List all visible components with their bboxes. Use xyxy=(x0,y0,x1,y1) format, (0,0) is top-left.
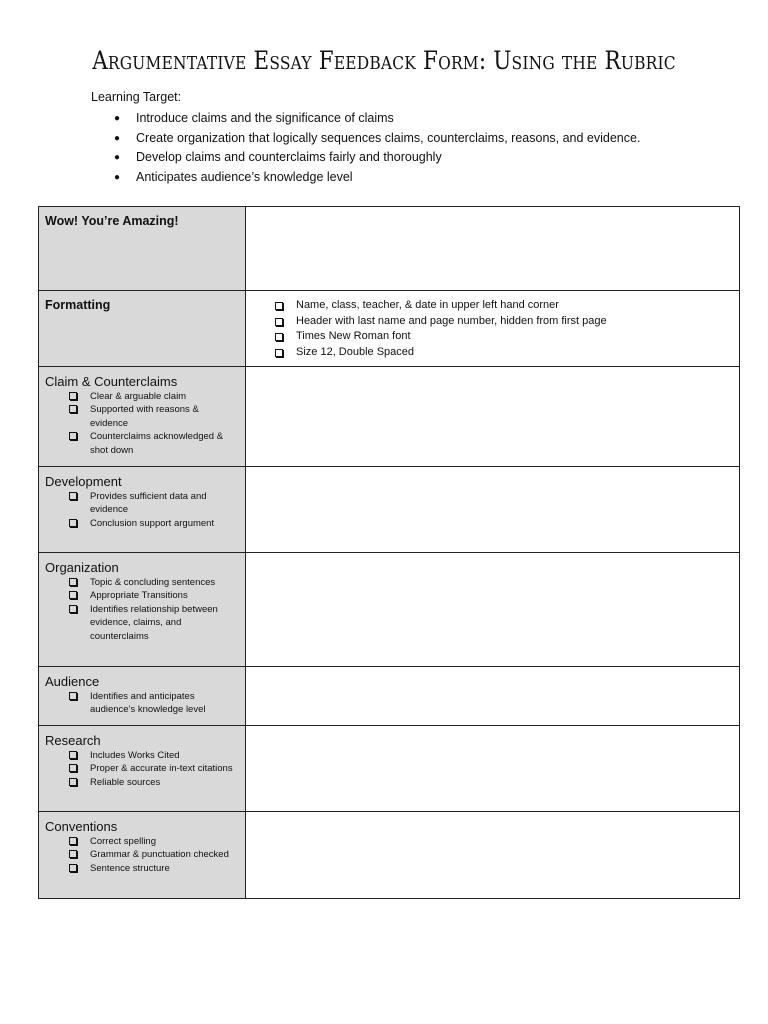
formatting-checklist xyxy=(246,298,739,360)
feedback-cell[interactable] xyxy=(246,812,740,899)
criteria-list xyxy=(45,390,239,457)
learning-target-label: Learning Target: xyxy=(91,90,182,104)
checkbox-icon[interactable] xyxy=(69,605,77,613)
category-title: Development xyxy=(45,474,122,489)
criterion-item[interactable]: Topic & concluding sentences xyxy=(45,576,239,589)
criteria-list xyxy=(45,749,239,789)
bullet-icon: ● xyxy=(114,113,121,124)
criterion-item[interactable]: Identifies relationship between evidence, claims, and counterclaims xyxy=(45,603,239,643)
category-title: Formatting xyxy=(45,298,111,312)
learning-target-item: ● Create organization that logically sequences claims, counterclaims, reasons, and evidence. xyxy=(110,129,640,149)
criteria-list xyxy=(45,835,239,875)
row-label xyxy=(39,467,246,553)
feedback-cell[interactable] xyxy=(246,291,740,367)
row-label xyxy=(39,207,246,291)
bullet-icon: ● xyxy=(114,152,121,164)
feedback-cell[interactable] xyxy=(246,367,740,467)
checklist-item[interactable]: Header with last name and page number, hidden from first page xyxy=(246,314,739,330)
feedback-cell[interactable] xyxy=(246,467,740,553)
checkbox-icon[interactable] xyxy=(69,432,77,440)
criterion-item[interactable]: Includes Works Cited xyxy=(45,749,239,762)
criteria-list xyxy=(45,576,239,643)
rubric-table xyxy=(38,206,740,899)
checkbox-icon[interactable] xyxy=(69,764,77,772)
row-label xyxy=(39,367,246,467)
criterion-item[interactable]: Conclusion support argument xyxy=(45,517,239,530)
checkbox-icon[interactable] xyxy=(69,850,77,858)
checkbox-icon[interactable] xyxy=(69,778,77,786)
bullet-icon: ● xyxy=(114,172,121,184)
category-title: Wow! You’re Amazing! xyxy=(45,214,179,228)
row-label xyxy=(39,667,246,726)
checkbox-icon[interactable] xyxy=(275,318,283,326)
category-title: Research xyxy=(45,733,101,748)
checkbox-icon[interactable] xyxy=(69,837,77,845)
bullet-icon: ● xyxy=(114,132,121,144)
checkbox-icon[interactable] xyxy=(69,578,77,586)
learning-target-item: ● Develop claims and counterclaims fairly and thoroughly xyxy=(110,148,640,168)
category-title: Organization xyxy=(45,560,119,575)
checkbox-icon[interactable] xyxy=(275,349,283,357)
feedback-cell[interactable] xyxy=(246,667,740,726)
learning-target-item: ● Introduce claims and the significance of claims xyxy=(110,109,640,129)
rubric-row-wow xyxy=(39,207,740,291)
row-label xyxy=(39,291,246,367)
checkbox-icon[interactable] xyxy=(69,405,77,413)
learning-target-list xyxy=(110,109,640,188)
category-title: Audience xyxy=(45,674,100,689)
rubric-row-research xyxy=(39,726,740,812)
rubric-row-development xyxy=(39,467,740,553)
criterion-item[interactable]: Supported with reasons & evidence xyxy=(45,403,239,430)
criterion-item[interactable]: Clear & arguable claim xyxy=(45,390,239,403)
checkbox-icon[interactable] xyxy=(69,519,77,527)
criterion-item[interactable]: Grammar & punctuation checked xyxy=(45,848,239,861)
row-label xyxy=(39,726,246,812)
criteria-list xyxy=(45,490,239,530)
criteria-list xyxy=(45,690,239,717)
checkbox-icon[interactable] xyxy=(69,751,77,759)
rubric-row-organization xyxy=(39,553,740,667)
checkbox-icon[interactable] xyxy=(69,864,77,872)
rubric-row-conventions xyxy=(39,812,740,899)
checkbox-icon[interactable] xyxy=(69,692,77,700)
criterion-item[interactable]: Counterclaims acknowledged & shot down xyxy=(45,430,239,457)
checklist-item[interactable]: Size 12, Double Spaced xyxy=(246,345,739,361)
checkbox-icon[interactable] xyxy=(69,492,77,500)
checklist-item[interactable]: Times New Roman font xyxy=(246,329,739,345)
checkbox-icon[interactable] xyxy=(275,333,283,341)
rubric-row-audience xyxy=(39,667,740,726)
criterion-item[interactable]: Sentence structure xyxy=(45,862,239,875)
checkbox-icon[interactable] xyxy=(69,392,77,400)
category-title: Claim & Counterclaims xyxy=(45,374,178,389)
rubric-row-formatting xyxy=(39,291,740,367)
checklist-item[interactable]: Name, class, teacher, & date in upper left hand corner xyxy=(246,298,739,314)
criterion-item[interactable]: Correct spelling xyxy=(45,835,239,848)
criterion-item[interactable]: Identifies and anticipates audience’s knowledge level xyxy=(45,690,239,717)
criterion-item[interactable]: Proper & accurate in-text citations xyxy=(45,762,239,775)
row-label xyxy=(39,553,246,667)
criterion-item[interactable]: Provides sufficient data and evidence xyxy=(45,490,239,517)
criterion-item[interactable]: Appropriate Transitions xyxy=(45,589,239,602)
row-label xyxy=(39,812,246,899)
page-title: Argumentative Essay Feedback Form: Using the Rubric xyxy=(92,46,676,75)
checkbox-icon[interactable] xyxy=(69,591,77,599)
criterion-item[interactable]: Reliable sources xyxy=(45,776,239,789)
category-title: Conventions xyxy=(45,819,118,834)
learning-target-item: ● Anticipates audience’s knowledge level xyxy=(110,168,640,188)
feedback-cell[interactable] xyxy=(246,553,740,667)
feedback-cell[interactable] xyxy=(246,726,740,812)
rubric-row-claim xyxy=(39,367,740,467)
feedback-cell[interactable] xyxy=(246,207,740,291)
checkbox-icon[interactable] xyxy=(275,302,283,310)
